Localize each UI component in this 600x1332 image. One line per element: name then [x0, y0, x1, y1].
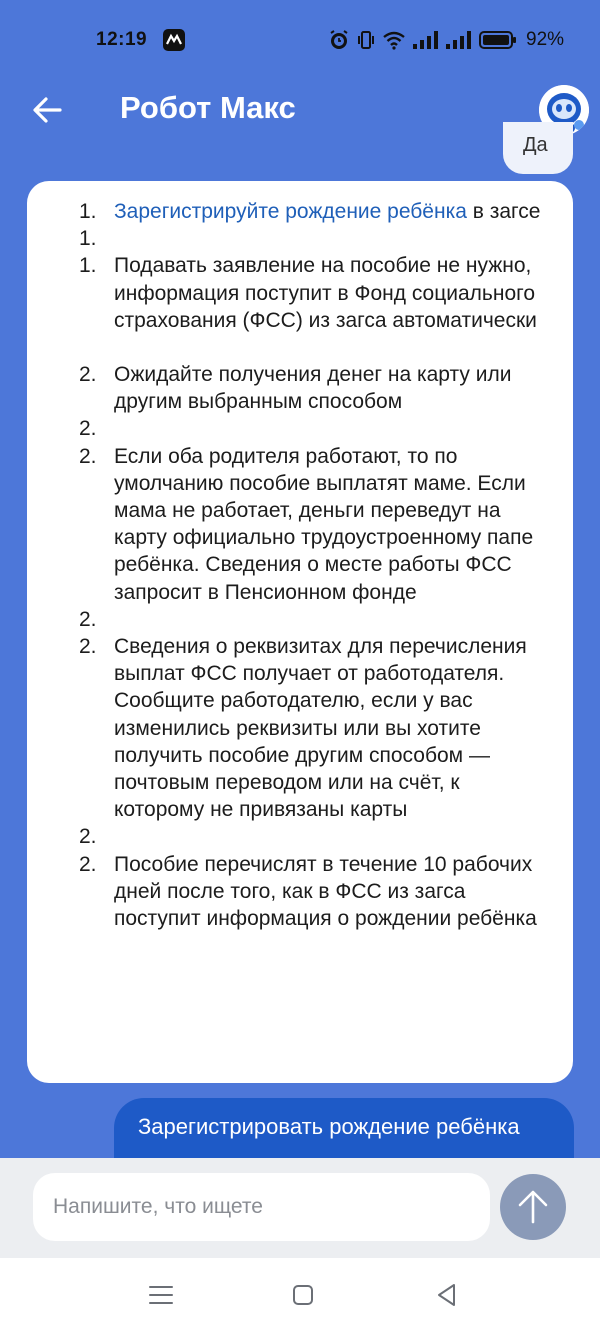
message-input[interactable]: [33, 1173, 490, 1241]
list-item-text: в загсе: [466, 200, 541, 223]
list-item-number: 1.: [79, 200, 97, 223]
battery-icon: [479, 30, 517, 50]
bot-message-bubble: [27, 181, 573, 1083]
list-item-text: Сведения о реквизитах для перечисления выплат ФСС получает от работодателя. Сообщите работодателю, если у вас изменились реквизиты или вы хотите получить пособие другим способом — почтовым переводом или на счёт, к которому не привязаны карты: [114, 635, 527, 822]
list-item-text: Пособие перечислят в течение 10 рабочих дней после того, как в ФСС из загса поступит информация о рождении ребёнка: [114, 852, 537, 931]
home-icon[interactable]: [288, 1280, 318, 1310]
status-bar: [0, 0, 600, 80]
list-item: [27, 633, 573, 823]
list-item: [27, 443, 573, 606]
status-time: 12:19: [96, 29, 148, 50]
list-item-number: 1.: [79, 254, 97, 278]
app-notification-icon: [163, 29, 185, 51]
alarm-icon: [328, 29, 350, 51]
list-item-number: 2.: [79, 363, 97, 387]
list-item-text-wrap: [114, 415, 554, 442]
list-item-text: Если оба родителя работают, то по умолчанию пособие выплатят маме. Если мама не работает, деньги переведут на карту официально трудоустроенному папе ребёнка. Сведения о месте работы ФСС запросит в Пенсионном фонде: [114, 444, 534, 604]
list-item: [27, 198, 573, 225]
list-item-number: 2.: [79, 607, 97, 631]
vibrate-icon: [357, 29, 375, 51]
page-title: Робот Макс: [120, 90, 296, 125]
list-item-number: 2.: [79, 417, 97, 441]
system-nav-bar: [0, 1258, 600, 1332]
list-item: [27, 225, 573, 252]
list-item-text-wrap: [114, 225, 554, 252]
wifi-icon: [382, 30, 406, 50]
list-item-text-wrap: [114, 443, 554, 606]
list-item-number: 2.: [79, 825, 97, 849]
list-item-number: 2.: [79, 444, 97, 468]
list-item: [27, 851, 573, 933]
list-item: [27, 415, 573, 442]
list-item: [27, 606, 573, 633]
quick-reply-button[interactable]: [114, 1098, 574, 1158]
list-item-text: Подавать заявление на пособие не нужно, информация поступит в Фонд социального страхования (ФСС) из загса автоматически: [114, 254, 537, 332]
menu-icon[interactable]: [146, 1280, 176, 1310]
status-icons: [328, 28, 564, 52]
signal-1-icon: [413, 31, 439, 49]
list-item-text-wrap: [114, 823, 554, 850]
list-item-text-wrap: [114, 606, 554, 633]
list-item: [27, 361, 573, 415]
list-item-text-wrap: [114, 633, 554, 823]
arrow-up-icon: [500, 1174, 566, 1240]
back-triangle-icon[interactable]: [432, 1280, 462, 1310]
battery-percent: 92%: [526, 29, 565, 50]
input-bar: [0, 1158, 600, 1258]
list-spacer: [27, 334, 573, 361]
list-item-number: 2.: [79, 852, 97, 876]
list-item-text-wrap: [114, 198, 554, 225]
list-item-number: 2.: [79, 635, 97, 659]
list-item-number: 1.: [79, 227, 97, 251]
previous-message-text: Да: [523, 134, 548, 156]
list-item-text: Ожидайте получения денег на карту или другим выбранным способом: [114, 363, 512, 414]
list-item-text-wrap: [114, 361, 554, 415]
list-item: [27, 252, 573, 334]
previous-message-bubble: [503, 122, 573, 174]
quick-reply-label: Зарегистрировать рождение ребёнка: [138, 1114, 520, 1139]
back-arrow-icon[interactable]: [30, 92, 66, 128]
list-item-text-wrap: [114, 851, 554, 933]
register-birth-link[interactable]: Зарегистрируйте рождение ребёнка: [114, 200, 467, 223]
list-item: [27, 823, 573, 850]
signal-2-icon: [446, 31, 472, 49]
send-button[interactable]: [500, 1174, 566, 1240]
message-list: [27, 198, 573, 932]
list-item-text-wrap: [114, 252, 554, 334]
